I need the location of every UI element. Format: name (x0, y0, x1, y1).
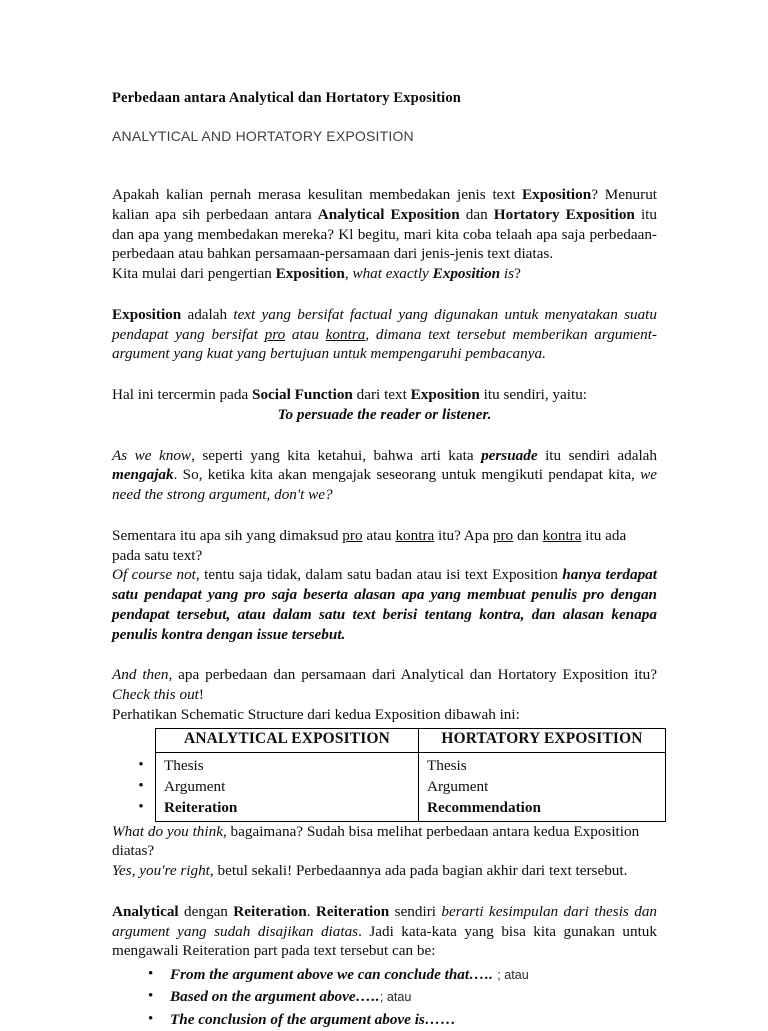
text-italic: what exactly (352, 265, 433, 283)
text-run: , (344, 265, 353, 283)
phrase-text: Based on the argument above (170, 988, 356, 1006)
text-run: . (306, 902, 316, 920)
page-title: Perbedaan antara Analytical dan Hortatory Exposition (112, 90, 461, 106)
text-underline: kontra (395, 526, 435, 544)
paragraph-and-then (112, 665, 657, 705)
table-bullet-gutter (131, 755, 151, 818)
text-run: , bagaimana? Sudah bisa melihat perbedaan antara kedua Exposition diatas? (112, 822, 640, 860)
list-item (112, 1009, 657, 1031)
text-underline: kontra (542, 526, 582, 544)
text-italic: text yang bersifat factual yang digunakan untuk menyatakan suatu pendapat yang bersifat (112, 305, 657, 343)
cell-hortatory-structure (419, 752, 666, 821)
schematic-structure-table (155, 728, 666, 822)
text-run: dengan (178, 902, 234, 920)
text-bold: Exposition (275, 265, 345, 283)
bullet-icon: • (138, 777, 144, 794)
paragraph-of-course-not (112, 565, 657, 644)
paragraph-definition (112, 305, 657, 364)
text-italic: As we know (112, 446, 192, 464)
text-bold: Analytical Exposition (317, 205, 460, 223)
structure-item: Recommendation (427, 798, 541, 816)
list-item (112, 986, 657, 1008)
paragraph-what-do-you-think (112, 822, 657, 862)
document-content (112, 90, 657, 1031)
document-subtitle: ANALYTICAL AND HORTATORY EXPOSITION (112, 128, 414, 145)
text-bold: Exposition (521, 186, 592, 204)
text-run: itu sendiri adalah (537, 446, 657, 464)
column-header-hortatory: HORTATORY EXPOSITION (419, 728, 666, 752)
text-run: Hal ini tercermin pada (112, 386, 253, 404)
paragraph-as-we-know (112, 446, 657, 505)
phrase-ellipsis: ….. (355, 988, 380, 1006)
text-italic: Of course not (112, 566, 196, 584)
text-run: itu ada pada satu text? (112, 526, 627, 564)
structure-item: Argument (427, 777, 489, 795)
text-run: Apakah kalian pernah merasa kesulitan membedakan jenis text (112, 186, 522, 204)
text-run: ? (514, 265, 521, 283)
text-italic: Check this out (112, 686, 199, 704)
paragraph-reiteration (112, 902, 657, 961)
social-function-quote: To persuade the reader or listener. (277, 405, 492, 423)
phrase-tail: ; atau (379, 990, 412, 1005)
bullet-icon: • (138, 756, 144, 773)
text-bold: Reiteration (233, 902, 307, 920)
text-run: dari text (352, 386, 411, 404)
table-header-row (156, 728, 666, 752)
text-run: , betul sekali! Perbedaannya ada pada bagian akhir dari text tersebut. (209, 862, 628, 880)
phrase-text: From the argument above we can conclude that (170, 966, 470, 984)
paragraph-intro (112, 185, 657, 264)
paragraph-schema-intro: Perhatikan Schematic Structure dari kedua Exposition dibawah ini: (112, 705, 520, 723)
cell-analytical-structure (156, 752, 419, 821)
text-italic: berarti kesimpulan dari thesis dan argument yang sudah disajikan diatas (112, 902, 658, 940)
text-italic: , dimana text tersebut memberikan argument-argument yang kuat yang bertujuan untuk mempengaruhi pembacanya. (112, 325, 657, 363)
text-bold: Social Function (252, 386, 353, 404)
text-run: adalah (181, 305, 234, 323)
structure-item: Thesis (164, 756, 204, 774)
text-run: . So, ketika kita akan mengajak seseorang untuk mengikuti pendapat kita, (173, 466, 641, 484)
paragraph-yes-youre-right (112, 861, 657, 881)
text-run: Sementara itu apa sih yang dimaksud (112, 526, 343, 544)
text-run: dan (459, 205, 494, 223)
text-underline: pro (492, 526, 514, 544)
reiteration-phrase-list (112, 964, 657, 1031)
text-run: itu sendiri, yaitu: (479, 386, 588, 404)
text-run: . Jadi kata-kata yang bisa kita gunakan untuk mengawali Reiteration part pada text tersebut can be: (112, 922, 657, 960)
text-run: dan (513, 526, 543, 544)
text-bold: Analytical (112, 902, 179, 920)
table-row (156, 752, 666, 821)
text-run: , tentu saja tidak, dalam satu badan atau isi text Exposition (195, 566, 563, 584)
column-header-analytical: ANALYTICAL EXPOSITION (156, 728, 419, 752)
text-bold: Exposition (410, 386, 480, 404)
structure-item: Argument (164, 777, 226, 795)
structure-item: Reiteration (164, 798, 238, 816)
text-bold-italic: mengajak (112, 466, 174, 484)
text-italic: And then (112, 666, 169, 684)
list-item (112, 964, 657, 986)
text-bold: Exposition (112, 305, 182, 323)
phrase-text: The conclusion of the argument above is (170, 1010, 425, 1028)
text-bold-italic: hanya terdapat satu pendapat yang pro saja beserta alasan apa yang membuat penulis pro dengan pendapat tersebut, atau dalam satu text berisi tentang kontra, dan alasan kenapa penulis kontra dengan issue tersebut. (112, 566, 657, 643)
text-run: , apa perbedaan dan persamaan dari Analytical dan Hortatory Exposition itu? (168, 666, 657, 684)
text-italic-underline: pro (264, 325, 286, 343)
text-run: ! (198, 686, 204, 704)
paragraph-intro-2 (112, 264, 657, 284)
text-italic: we need the strong argument, don't we? (112, 466, 657, 504)
text-run: atau (362, 526, 396, 544)
text-italic: Yes, you're right (112, 862, 210, 880)
paragraph-social-function (112, 385, 657, 405)
text-underline: pro (342, 526, 363, 544)
phrase-tail: ; atau (497, 968, 529, 983)
text-run: Kita mulai dari pengertian (112, 265, 276, 283)
text-italic-underline: kontra (325, 325, 366, 343)
bullet-icon: • (138, 798, 144, 815)
text-run: itu dan apa yang membedakan mereka? Kl begitu, mari kita coba telaah apa saja perbedaan-perbedaan atau bahkan persamaan-persamaan dari jenis-jenis text diatas. (112, 205, 657, 263)
text-run: ? Menurut kalian apa sih perbedaan antara (112, 186, 658, 223)
text-run: , seperti yang kita ketahui, bahwa arti kata (191, 446, 482, 464)
phrase-ellipsis: …… (424, 1010, 457, 1028)
paragraph-sementara (112, 526, 657, 566)
text-bold-italic: Exposition (432, 265, 501, 283)
text-bold: Reiteration (315, 902, 390, 920)
structure-item: Thesis (427, 756, 467, 774)
text-run: sendiri (389, 902, 442, 920)
text-italic: What do you think (112, 822, 223, 840)
schematic-structure-block (112, 728, 657, 822)
text-bold: Hortatory Exposition (493, 205, 635, 223)
text-italic: is (500, 265, 515, 283)
text-italic: atau (285, 325, 326, 343)
text-run: itu? Apa (434, 526, 493, 544)
text-bold-italic: persuade (481, 446, 538, 464)
phrase-ellipsis: ….. (469, 966, 494, 984)
